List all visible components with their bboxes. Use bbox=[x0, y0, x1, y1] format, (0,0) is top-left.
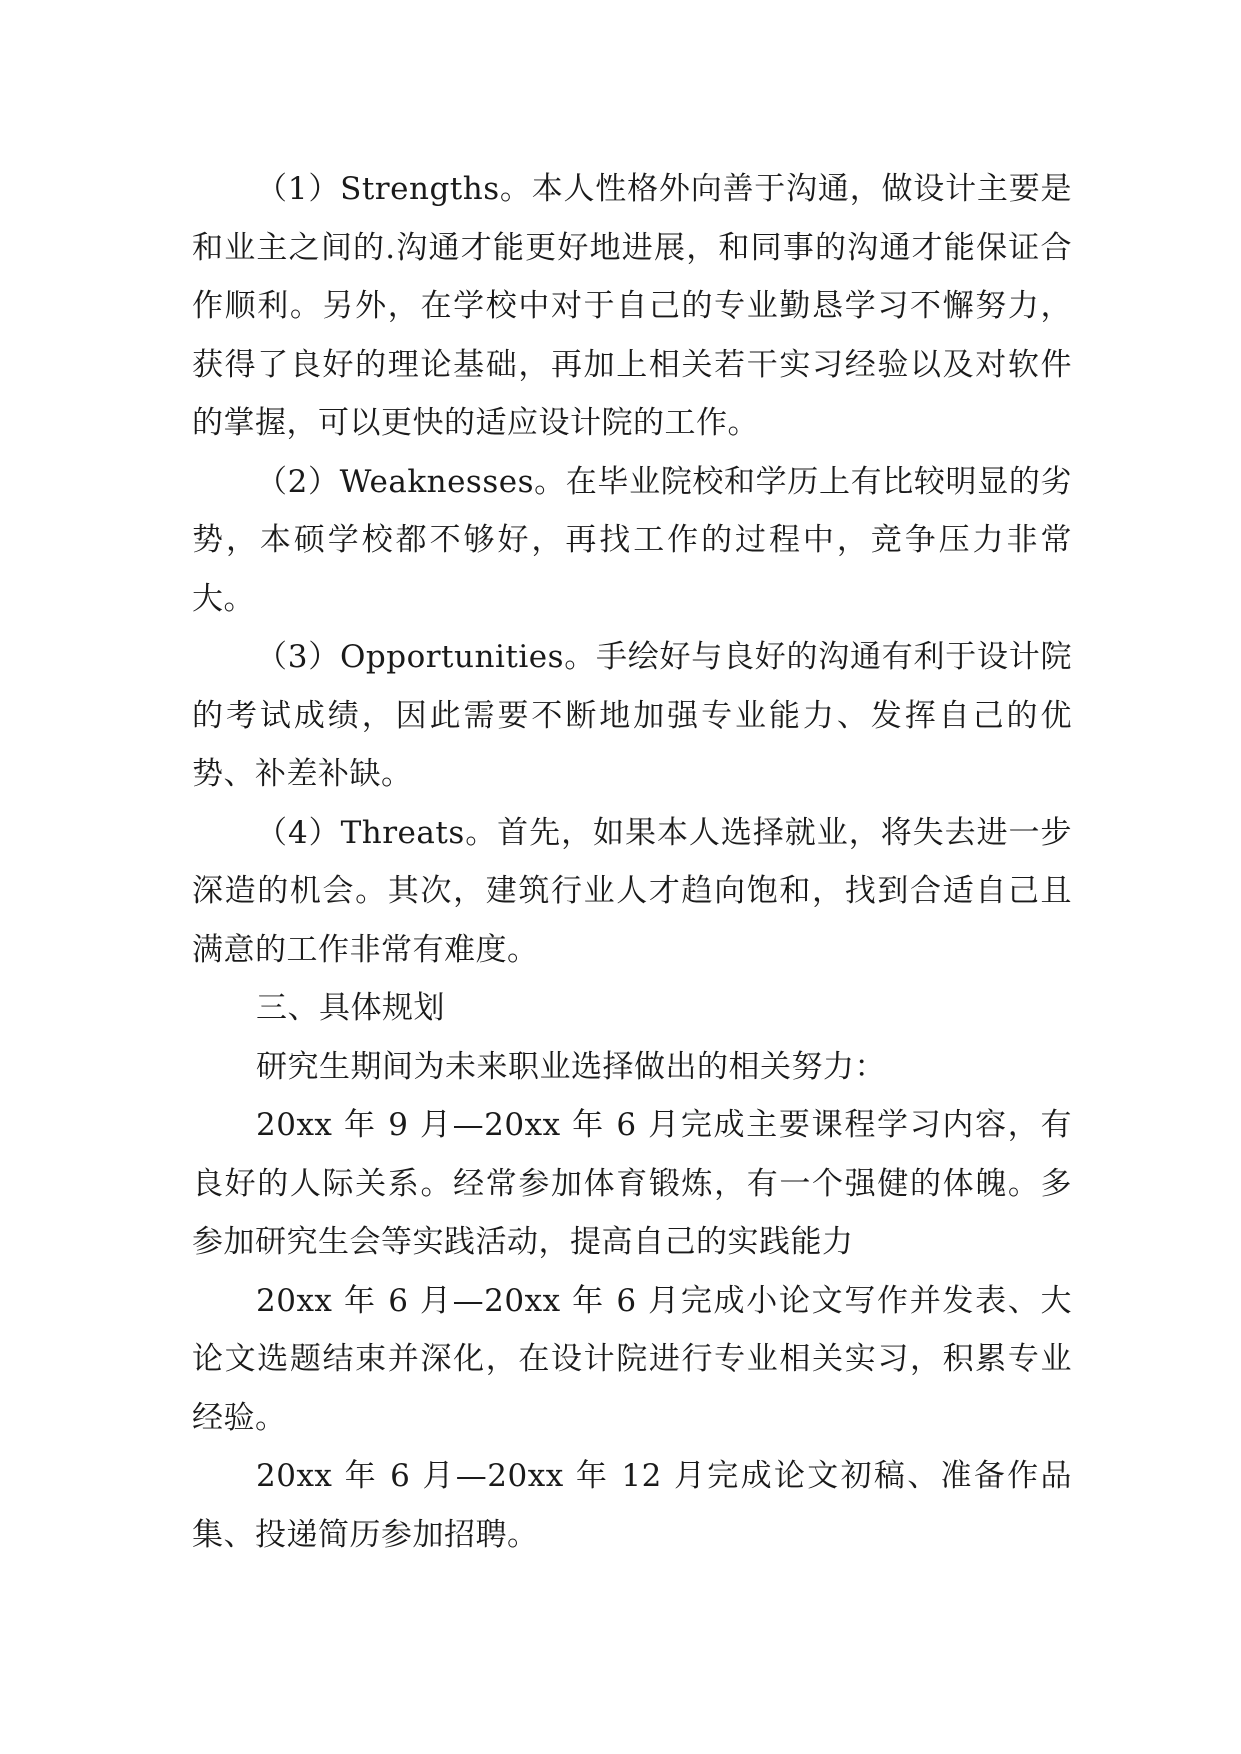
section-heading: 三、具体规划 bbox=[256, 990, 445, 1026]
paragraph-plan-2: 20xx 年 6 月—20xx 年 6 月完成小论文写作并发表、大论文选题结束并深化，在设计院进行专业相关实习，积累专业经验。 bbox=[192, 1282, 1072, 1436]
paragraph-strengths: （1）Strengths。本人性格外向善于沟通，做设计主要是和业主之间的.沟通才能更好地进展，和同事的沟通才能保证合作顺利。另外，在学校中对于自己的专业勤恳学习不懈努力，获得了良好的理论基础，再加上相关若干实习经验以及对软件的掌握，可以更快的适应设计院的工作。 bbox=[192, 171, 1072, 441]
paragraph-plan-3: 20xx 年 6 月—20xx 年 12 月完成论文初稿、准备作品集、投递简历参加招聘。 bbox=[192, 1458, 1072, 1553]
document-body bbox=[192, 160, 1072, 1564]
paragraph-opportunities: （3）Opportunities。手绘好与良好的沟通有利于设计院的考试成绩，因此需要不断地加强专业能力、发挥自己的优势、补差补缺。 bbox=[192, 639, 1072, 792]
paragraph-weaknesses: （2）Weaknesses。在毕业院校和学历上有比较明显的劣势，本硕学校都不够好，再找工作的过程中，竞争压力非常大。 bbox=[192, 463, 1072, 617]
paragraph-plan-1: 20xx 年 9 月—20xx 年 6 月完成主要课程学习内容，有良好的人际关系。经常参加体育锻炼，有一个强健的体魄。多参加研究生会等实践活动，提高自己的实践能力 bbox=[192, 1107, 1072, 1260]
paragraph-threats: （4）Threats。首先，如果本人选择就业，将失去进一步深造的机会。其次，建筑行业人才趋向饱和，找到合适自己且满意的工作非常有难度。 bbox=[192, 814, 1072, 968]
paragraph-intro: 研究生期间为未来职业选择做出的相关努力： bbox=[256, 1048, 886, 1085]
